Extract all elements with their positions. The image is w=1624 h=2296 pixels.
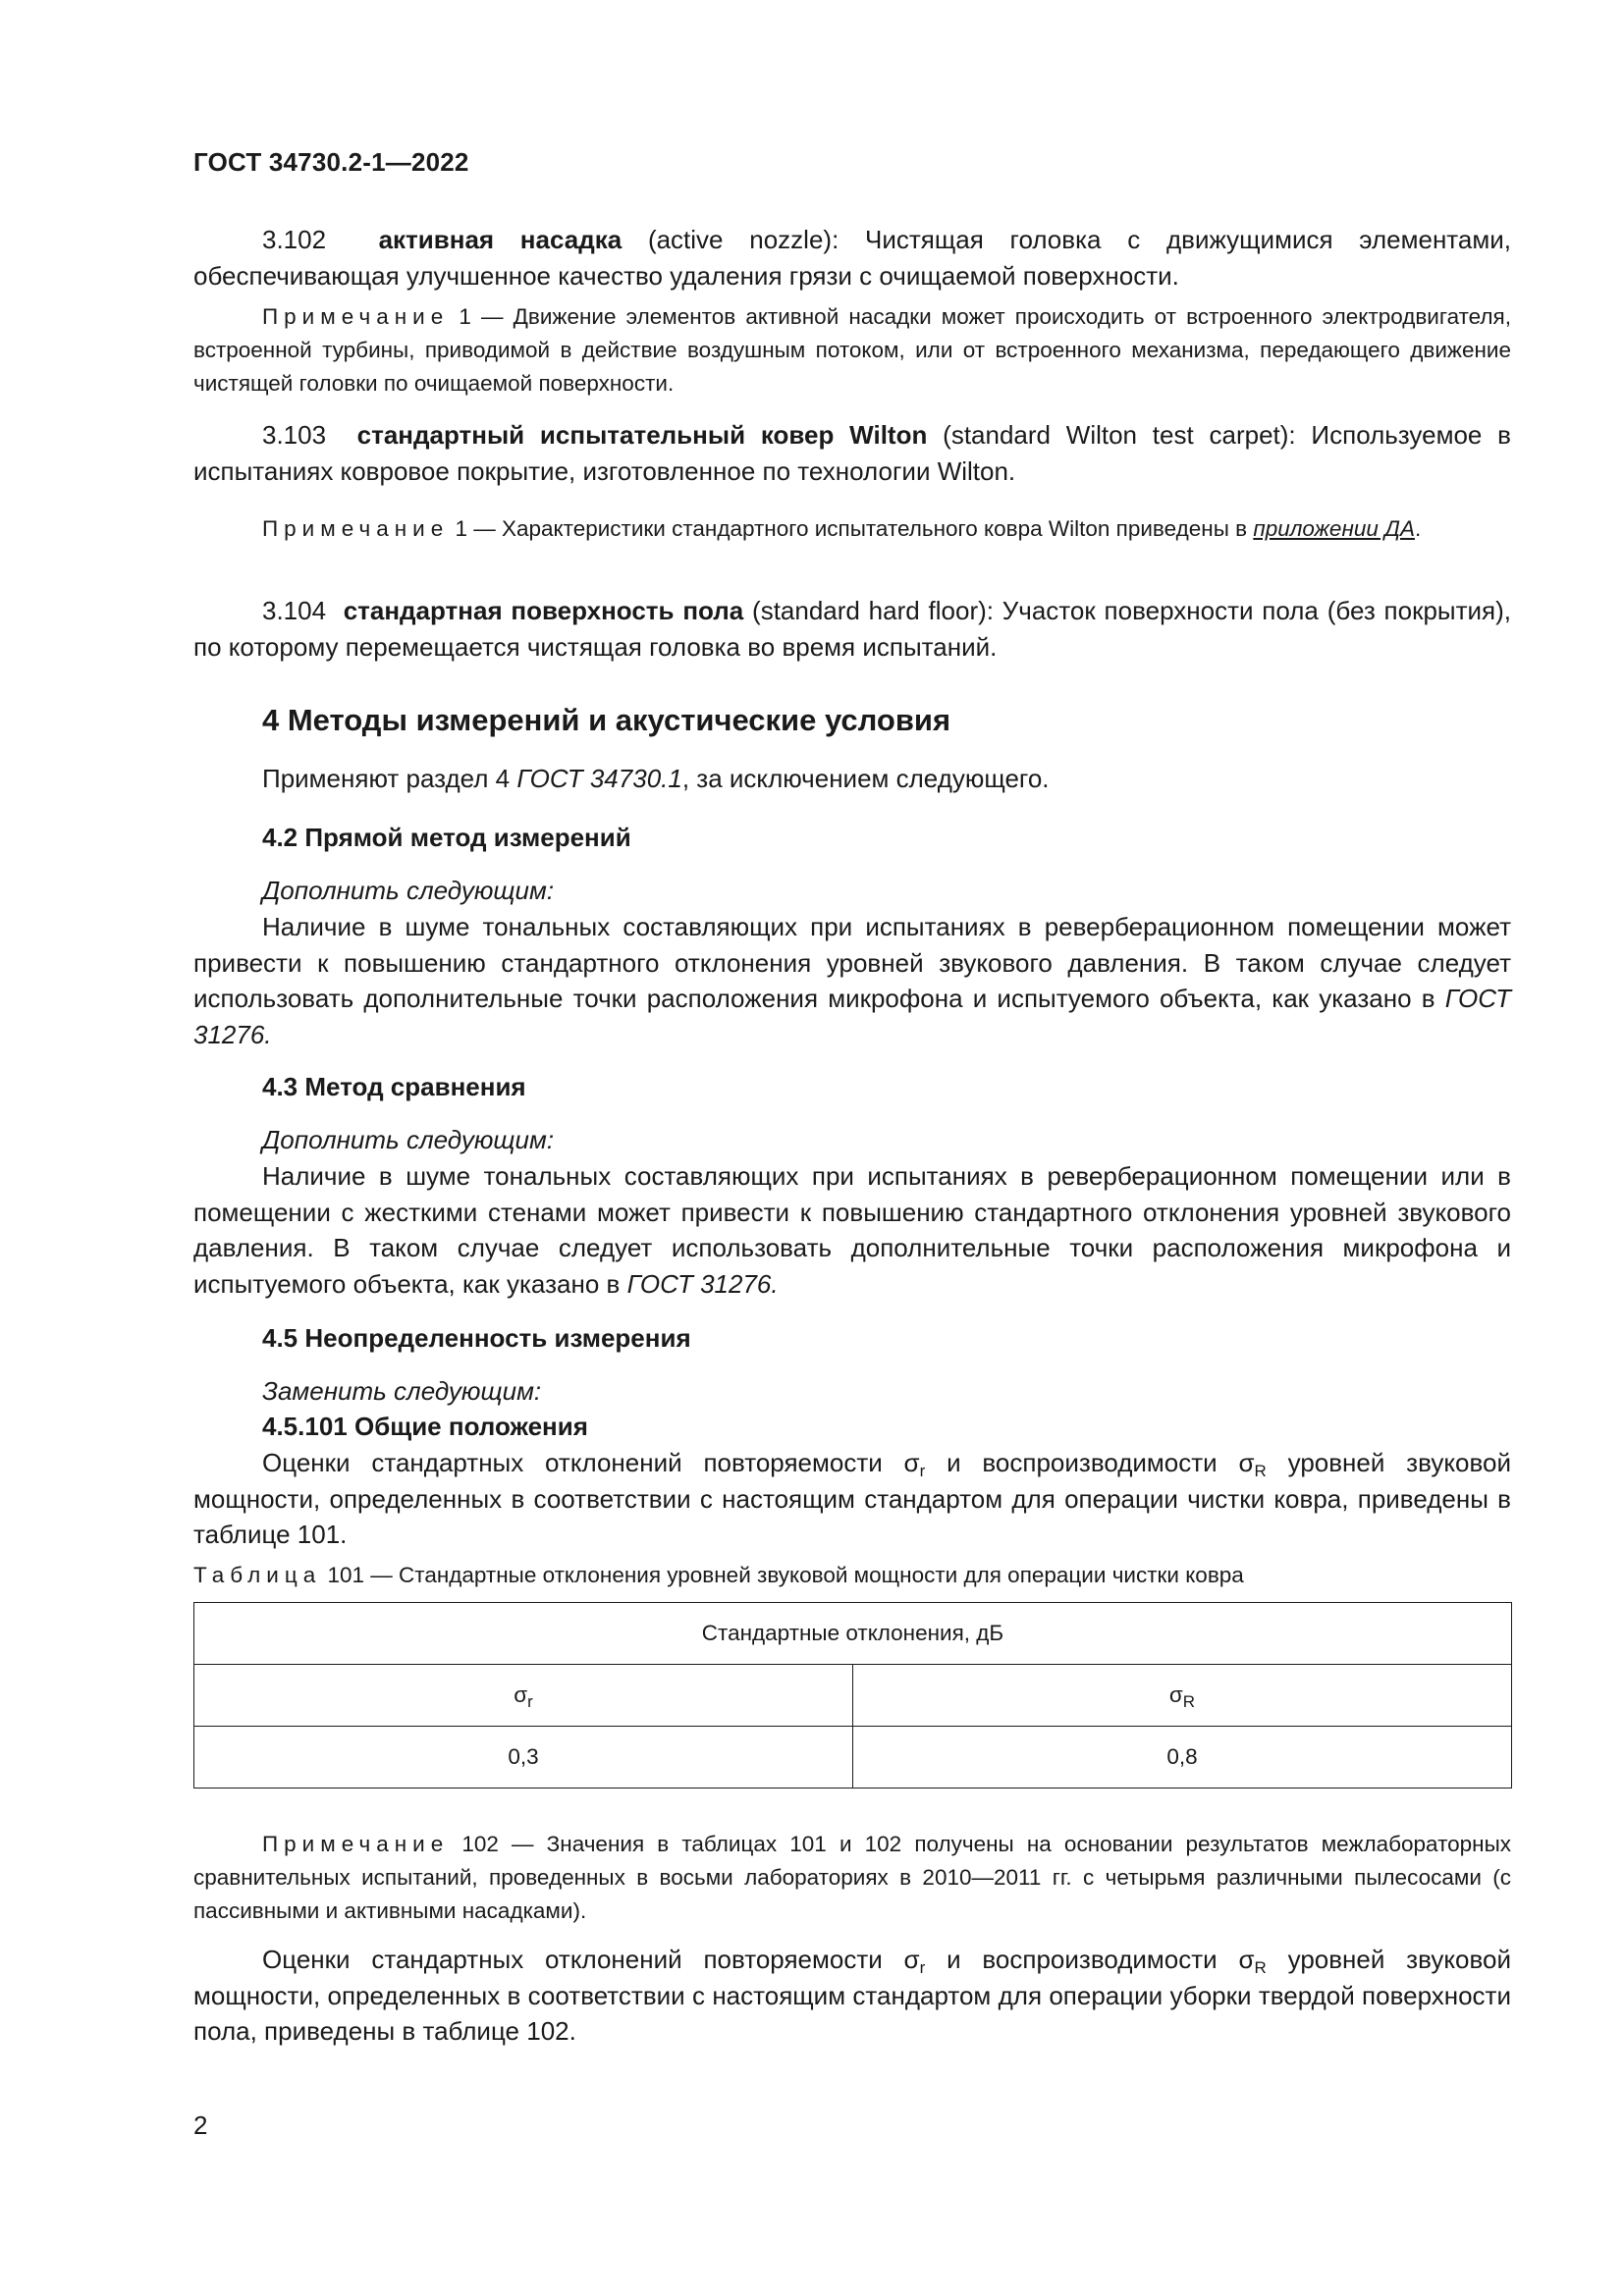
term-english: (active nozzle)	[647, 225, 833, 254]
note-text: 1 — Движение элементов активной насадки может происходить от встроенного электродвигателя, встроенной турбины, приводимой в действие воздушным потоком, или от встроенного механизма, передающего движение чистящей головки по очищаемой поверхности.	[193, 304, 1511, 396]
note-3-102	[193, 300, 1511, 400]
subscript: R	[1182, 1692, 1196, 1711]
term-definition: : Участок поверхности пола (без покрытия), по которому перемещается чистящая головка во время испытаний.	[193, 596, 1512, 662]
term-number: 3.102	[262, 225, 327, 254]
term-3-102	[193, 222, 1511, 294]
subscript: R	[1254, 1958, 1267, 1977]
text-part: и воспроизводимости σ	[925, 1945, 1255, 1974]
note-label: Примечание	[262, 304, 450, 329]
section-4-2-instruction: Дополнить следующим:	[262, 876, 555, 905]
section-4-3-title: 4.3 Метод сравнения	[262, 1072, 526, 1101]
section-4-2-title: 4.2 Прямой метод измерений	[262, 823, 631, 852]
subscript: r	[527, 1692, 533, 1711]
annex-link[interactable]: приложении ДА	[1253, 516, 1415, 541]
paragraph-text: Наличие в шуме тональных составляющих при испытаниях в реверберационном помещении может привести к повышению стандартного отклонения уровней звукового давления. В таком случае следует использовать дополнительные точки расположения микрофона и испытуемого объекта, как указано в	[193, 912, 1511, 1013]
term-3-104	[193, 593, 1511, 665]
term-name: стандартная поверхность пола	[343, 596, 744, 625]
symbol: σ	[514, 1682, 528, 1707]
term-definition: : Чистящая головка с движущимися элементами, обеспечивающая улучшенное качество удаления грязи с очищаемой поверхности.	[193, 225, 1512, 291]
term-english: (standard hard floor)	[752, 596, 987, 625]
table-cell-value: 0,3	[194, 1727, 853, 1789]
text-part: Оценки стандартных отклонений повторяемости σ	[262, 1945, 920, 1974]
column-header-sigma-r	[194, 1665, 853, 1727]
column-header-sigma-R	[853, 1665, 1512, 1727]
section-4-3-instruction: Дополнить следующим:	[262, 1125, 555, 1154]
gost-ref-link[interactable]: ГОСТ 34730.1	[516, 764, 682, 793]
table-cell-value: 0,8	[853, 1727, 1512, 1789]
note-3-103	[193, 512, 1511, 546]
note-text: 102 — Значения в таблицах 101 и 102 получены на основании результатов межлабораторных сравнительных испытаний, проведенных в восьми лабораториях в 2010—2011 гг. с четырьмя различными пылесосами (с пассивными и активными насадками).	[193, 1832, 1511, 1923]
term-number: 3.104	[262, 596, 327, 625]
paragraph-table-102-intro	[193, 1942, 1511, 2050]
section-4-5-title: 4.5 Неопределенность измерения	[262, 1323, 691, 1353]
subscript: r	[919, 1462, 926, 1480]
note-102	[193, 1828, 1511, 1928]
section-4-5-101-text	[193, 1445, 1511, 1553]
term-name: стандартный испытательный ковер Wilton	[356, 420, 928, 450]
table-caption	[193, 1563, 1244, 1588]
table-101	[193, 1602, 1512, 1789]
intro-pre: Применяют раздел 4	[262, 764, 517, 793]
term-definition: : Используемое в испытаниях ковровое покрытие, изготовленное по технологии Wilton.	[193, 420, 1511, 486]
term-english: (standard Wilton test carpet)	[943, 420, 1289, 450]
text-part: Оценки стандартных отклонений повторяемости σ	[262, 1448, 920, 1477]
caption-text: 101 — Стандартные отклонения уровней звуковой мощности для операции чистки ковра	[321, 1563, 1244, 1587]
gost-ref-link[interactable]: ГОСТ 31276.	[626, 1268, 779, 1299]
caption-label: Таблица	[193, 1563, 322, 1587]
subscript: R	[1254, 1462, 1267, 1480]
section-4-5-instruction: Заменить следующим:	[262, 1376, 542, 1406]
section-4-intro	[262, 764, 1050, 794]
text-part: уровней звуковой мощности, определенных в соответствии с настоящим стандартом для операции уборки твердой поверхности пола, приведены в таблице 102.	[193, 1945, 1511, 2046]
note-tail: .	[1414, 516, 1422, 541]
term-3-103	[193, 417, 1511, 489]
paragraph-text: Наличие в шуме тональных составляющих при испытаниях в реверберационном помещении или в помещении с жесткими стенами может привести к повышению стандартного отклонения уровней звукового давления. В таком случае следует использовать дополнительные точки расположения микрофона и испытуемого объекта, как указано в	[193, 1161, 1511, 1299]
text-part: уровней звуковой мощности, определенных в соответствии с настоящим стандартом для операции чистки ковра, приведены в таблице 101.	[193, 1448, 1511, 1549]
note-text: 1 — Характеристики стандартного испытательного ковра Wilton приведены в	[449, 516, 1254, 541]
gost-ref-link[interactable]: ГОСТ 31276.	[193, 984, 1511, 1049]
intro-post: , за исключением следующего.	[681, 764, 1050, 793]
term-name: активная насадка	[378, 225, 623, 254]
section-4-5-101-title: 4.5.101 Общие положения	[262, 1412, 588, 1441]
section-4-title: 4 Методы измерений и акустические условия	[262, 703, 951, 737]
term-number: 3.103	[262, 420, 327, 450]
document-header: ГОСТ 34730.2-1—2022	[193, 147, 469, 177]
section-4-3-text	[193, 1158, 1511, 1302]
section-4-2-text	[193, 909, 1511, 1052]
note-label: Примечание	[262, 516, 450, 541]
note-label: Примечание	[262, 1832, 450, 1856]
subscript: r	[919, 1958, 926, 1977]
symbol: σ	[1168, 1682, 1183, 1707]
page-number: 2	[193, 2110, 208, 2140]
text-part: и воспроизводимости σ	[925, 1448, 1255, 1477]
table-header-cell: Стандартные отклонения, дБ	[194, 1603, 1512, 1665]
